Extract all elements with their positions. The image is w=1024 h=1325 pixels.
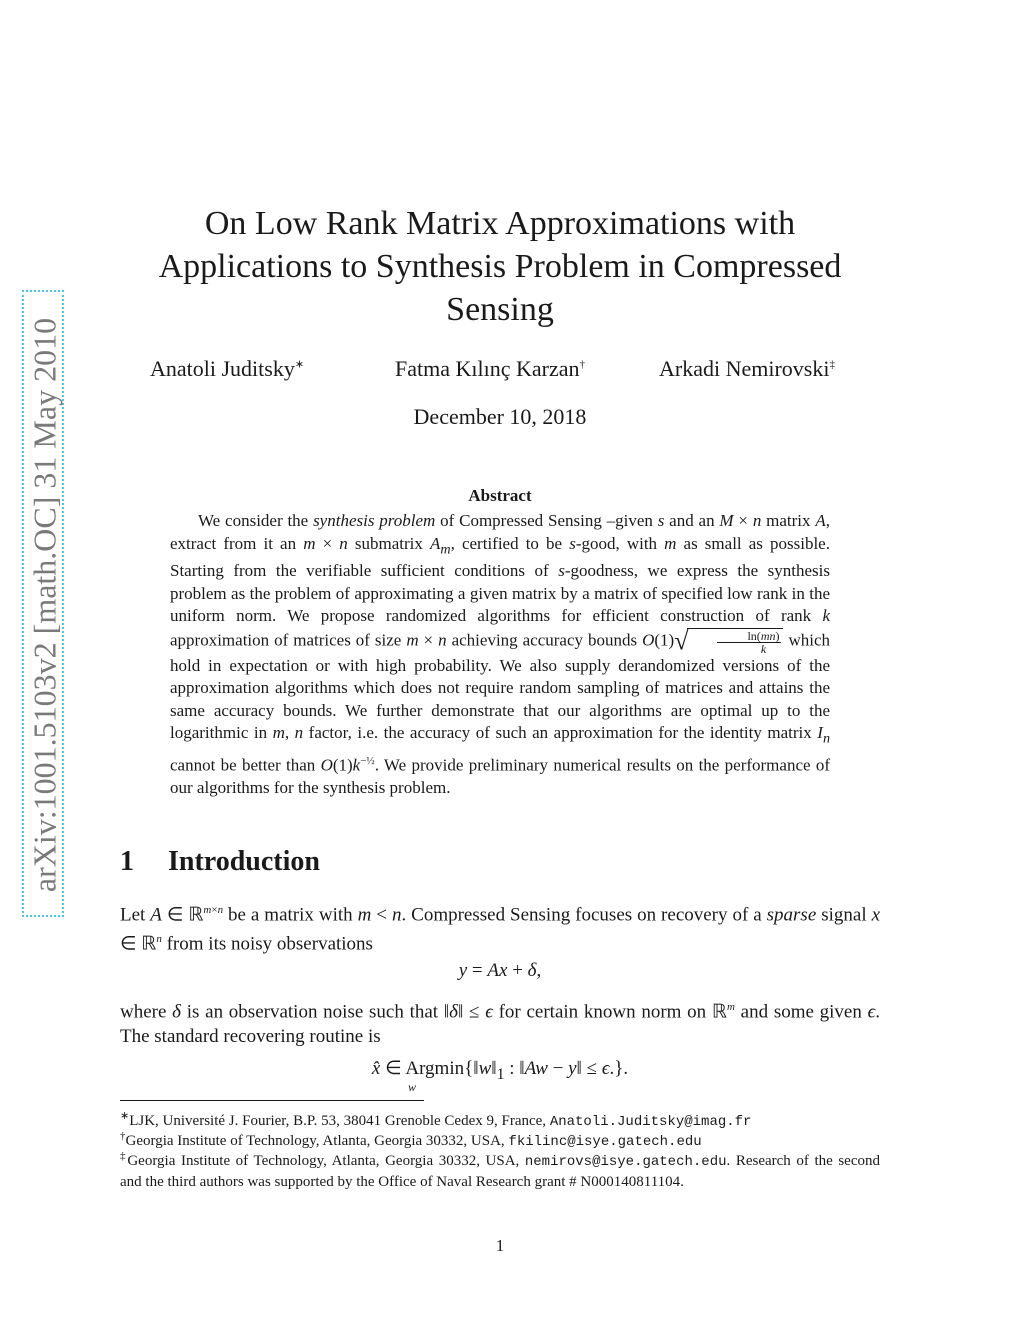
abstract-body: We consider the synthesis problem of Compressed Sensing –given s and an M × n matrix A, extract from it an m × n submatrix $A_m$, certified to be s-good, with m as small as possible. Starting from the verifiable sufficient conditions of s-goodness, we express the synthesis problem as the problem of approximating a given matrix by a matrix of specified low rank in the uniform norm. We propose randomized algorithms for efficient construction of rank k approximation of matrices of size m × n achieving accuracy bounds O(1)√ $\frac{\ln(mn)}{k}$ which hold in expectation or with high probability. We also supply derandomized versions of the approximation algorithms which does not require random sampling of matrices and attains the same accuracy bounds. We further demonstrate that our algorithms are optimal up to the logarithmic in m, n factor, i.e. the accuracy of such an approximation for the identity matrix $I_n$ cannot be better than $O(1)k^{-\frac{1}{2}}$. We provide preliminary numerical results on the performance of our algorithms for the synthesis problem.	[170, 511, 831, 798]
footnote-rule	[120, 1100, 424, 1101]
footnote-email: fkilinc@isye.gatech.edu	[508, 1134, 702, 1150]
footnote-mark: †	[120, 1130, 126, 1142]
paper-title: On Low Rank Matrix Approximations with Applications to Synthesis Problem in Compressed Sensing	[158, 205, 842, 328]
section-number: 1	[120, 846, 134, 877]
author-name: Fatma Kılınç Karzan	[395, 356, 580, 381]
equation-recovery: x̂ ∈ $Argmin\{‖w‖_1$ : ‖Aw − y‖ ≤ ϵ.}.	[371, 1058, 629, 1083]
author-2	[395, 356, 585, 382]
footnote-email: nemirovs@isye.gatech.edu	[524, 1154, 727, 1170]
equation-observation: y = Ax + δ,	[458, 960, 542, 981]
footnote-text: Georgia Institute of Technology, Atlanta, Georgia 30332, USA,	[125, 1133, 509, 1149]
abstract-heading: Abstract	[468, 486, 532, 505]
author-3	[659, 356, 835, 382]
author-mark: ‡	[829, 358, 835, 371]
arxiv-stamp-border	[22, 290, 64, 917]
page-number: 1	[495, 1236, 505, 1255]
author-mark: ∗	[294, 358, 305, 371]
author-name: Anatoli Juditsky	[150, 356, 295, 381]
intro-paragraph-1: Let A ∈ ℝ$^{m\times n}$ be a matrix with m < n. Compressed Sensing focuses on recovery of a sparse signal x ∈ ℝ$^n$ from its noisy observations	[120, 904, 880, 955]
intro-paragraph-2: where δ is an observation noise such that ‖δ‖ ≤ ϵ for certain known norm on ℝ$^m$ and some given ϵ. The standard recovering routine is	[120, 1001, 881, 1048]
footnote-email: Anatoli.Juditsky@imag.fr	[549, 1114, 752, 1130]
arxiv-stamp: arXiv:1001.5103v2 [math.OC] 31 May 2010	[26, 317, 63, 893]
author-name: Arkadi Nemirovski	[659, 356, 830, 381]
author-1	[150, 356, 304, 382]
footnote-3	[120, 1146, 880, 1192]
author-mark: †	[579, 358, 585, 371]
section-title: Introduction	[168, 846, 320, 877]
footnote-text: Georgia Institute of Technology, Atlanta, Georgia 30332, USA,	[127, 1153, 525, 1169]
paper-date: December 10, 2018	[413, 404, 587, 429]
equation-subscript: w	[408, 1080, 417, 1094]
footnote-text: LJK, Université J. Fourier, B.P. 53, 38041 Grenoble Cedex 9, France,	[129, 1113, 550, 1129]
footnote-mark: ‡	[120, 1150, 128, 1162]
footnote-rest: . Research of the second and the third authors was supported by the Office of Naval Research grant # N000140811104.	[120, 1153, 880, 1190]
footnote-mark: ∗	[120, 1110, 130, 1122]
